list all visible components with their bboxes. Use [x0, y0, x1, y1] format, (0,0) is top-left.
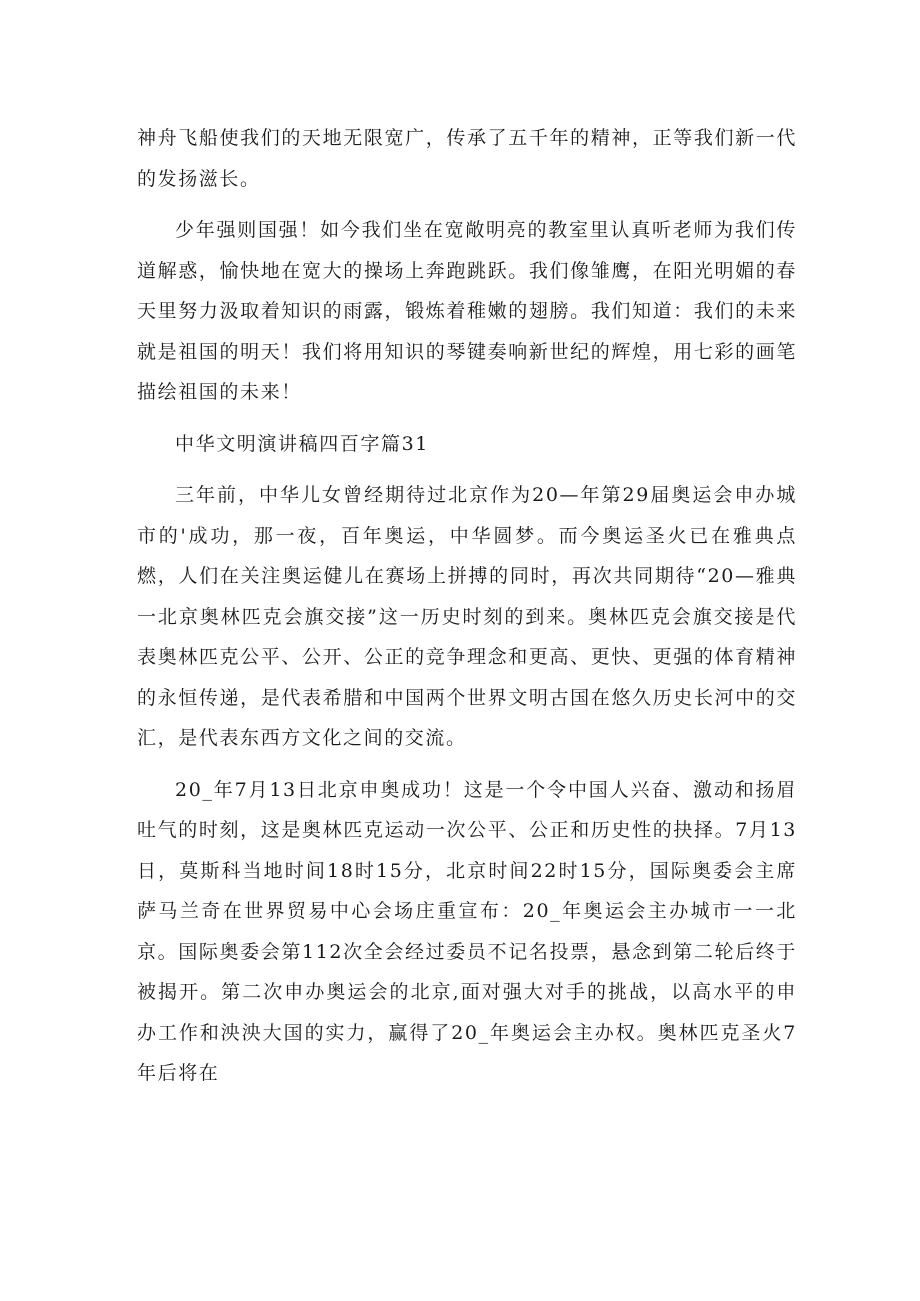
paragraph-olympic-flag: 三年前，中华儿女曾经期待过北京作为20—年第29届奥运会申办城市的'成功，那一夜，百年奥运，中华圆梦。而今奥运圣火已在雅典点燃，人们在关注奥运健儿在赛场上拼搏的同时，再次共同期待“20—雅典一北京奥林匹克会旗交接”这一历史时刻的到来。奥林匹克会旗交接是代表奥林匹克公平、公开、公正的竞争理念和更高、更快、更强的体育精神的永恒传递，是代表希腊和中国两个世界文明古国在悠久历史长河中的交汇，是代表东西方文化之间的交流。 — [137, 484, 797, 749]
document-body — [137, 118, 797, 1105]
paragraph-youth: 少年强则国强！如今我们坐在宽敞明亮的教室里认真听老师为我们传道解惑，愉快地在宽大的操场上奔跑跳跃。我们像雏鹰，在阳光明媚的春天里努力汲取着知识的雨露，锻炼着稚嫩的翅膀。我们知道：我们的未来就是祖国的明天！我们将用知识的琴键奏响新世纪的辉煌，用七彩的画笔描绘祖国的未来！ — [137, 219, 797, 403]
paragraph-bid-success: 20_年7月13日北京申奥成功！这是一个令中国人兴奋、激动和扬眉吐气的时刻，这是奥林匹克运动一次公平、公正和历史性的抉择。7月13日，莫斯科当地时间18时15分，北京时间22时15分，国际奥委会主席萨马兰奇在世界贸易中心会场庄重宣布：20_年奥运会主办城市一一北京。国际奥委会第112次全会经过委员不记名投票，悬念到第二轮后终于被揭开。第二次申办奥运会的北京,面对强大对手的挑战，以高水平的申办工作和泱泱大国的实力，赢得了20_年奥运会主办权。奥林匹克圣火7年后将在 — [137, 778, 797, 1084]
section-heading: 中华文明演讲稿四百字篇31 — [175, 432, 429, 455]
paragraph-continuation: 神舟飞船使我们的天地无限宽广，传承了五千年的精神，正等我们新一代的发扬滋长。 — [137, 127, 797, 190]
